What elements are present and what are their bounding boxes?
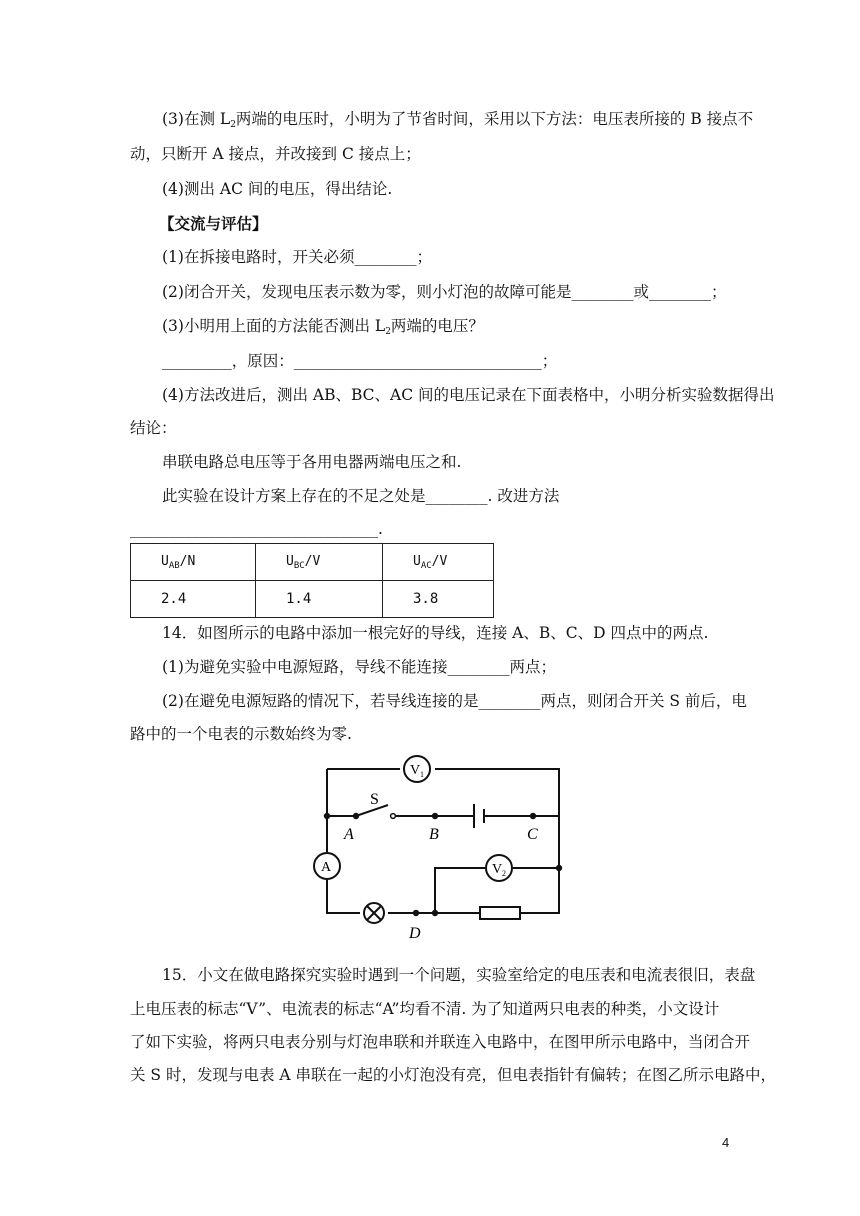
table-cell: 3.8 <box>383 581 494 618</box>
voltmeter-1-subscript: 1 <box>420 770 424 779</box>
table-header-cell: $U_{AC}/V$ <box>383 544 494 581</box>
paragraph-step4: (4)测出 AC 间的电压，得出结论. <box>162 180 393 198</box>
section-heading: 【交流与评估】 <box>159 214 268 233</box>
table-row <box>131 581 494 618</box>
label-point-d: D <box>409 925 421 942</box>
switch-contact <box>391 814 396 819</box>
junction-dot <box>432 910 438 916</box>
page-number: 4 <box>722 1135 730 1150</box>
question-3-answer-line: _________，原因：________________________________； <box>162 352 558 370</box>
question-1: (1)在拆接电路时，开关必须________； <box>162 248 432 266</box>
question-4-line1: (4)方法改进后，测出 AB、BC、AC 间的电压记录在下面表格中，小明分析实验数据得出 <box>162 386 775 404</box>
question-14-line2: (1)为避免实验中电源短路，导线不能连接________两点； <box>162 658 556 676</box>
table-header-cell: $U_{AB}/N$ <box>131 544 256 581</box>
voltmeter-2-subscript: 2 <box>502 869 506 878</box>
label-point-c: C <box>527 826 538 843</box>
table-header-cell: $U_{BC}/V$ <box>256 544 383 581</box>
question-15-line2: 上电压表的标志“V”、电流表的标志“A”均看不清. 为了知道两只电表的种类，小文设计 <box>130 1000 720 1018</box>
table-header-row <box>131 544 494 581</box>
question-14-line4: 路中的一个电表的示数始终为零. <box>130 725 352 743</box>
paragraph-step3-line1: (3)在测 $L_2$两端的电压时，小明为了节省时间，采用以下方法：电压表所接的 B 接点不 <box>162 110 754 130</box>
junction-dot <box>556 865 562 871</box>
voltage-table <box>130 543 494 618</box>
question-2: (2)闭合开关，发现电压表示数为零，则小灯泡的故障可能是________或________； <box>162 283 727 301</box>
table-cell: 2.4 <box>131 581 256 618</box>
question-4-conclusion: 串联电路总电压等于各用电器两端电压之和. <box>162 453 462 471</box>
label-point-a: A <box>344 826 354 843</box>
question-14-line1: 14．如图所示的电路中添加一根完好的导线，连接 A、B、C、D 四点中的两点. <box>162 624 709 642</box>
point-a-dot <box>353 813 359 819</box>
label-point-b: B <box>429 826 439 843</box>
point-b-dot <box>432 813 438 819</box>
question-4-deficiency: 此实验在设计方案上存在的不足之处是________. 改进方法 <box>162 487 560 505</box>
ammeter-label: A <box>321 860 332 875</box>
circuit-diagram <box>310 755 600 945</box>
point-c-dot <box>530 813 536 819</box>
point-d-dot <box>413 910 419 916</box>
question-15-line4: 关 S 时，发现与电表 A 串联在一起的小灯泡没有亮，但电表指针有偏转；在图乙所示电路中， <box>130 1066 777 1084</box>
voltmeter-1-label: V <box>410 763 421 778</box>
question-15-line1: 15．小文在做电路探究实验时遇到一个问题，实验室给定的电压表和电流表很旧，表盘 <box>162 966 756 984</box>
question-4-line2: 结论： <box>130 419 177 437</box>
voltmeter-2-label: V <box>492 862 503 877</box>
paragraph-step3-line2: 动，只断开 A 接点，并改接到 C 接点上； <box>130 145 421 163</box>
question-14-line3: (2)在避免电源短路的情况下，若导线连接的是________两点，则闭合开关 S 前后，电 <box>162 692 747 710</box>
question-3: (3)小明用上面的方法能否测出 $L_2$两端的电压？ <box>162 317 484 337</box>
question-4-improvement-line: ________________________________. <box>130 520 383 538</box>
table-cell: 1.4 <box>256 581 383 618</box>
junction-dot <box>324 813 330 819</box>
question-15-line3: 了如下实验，将两只电表分别与灯泡串联和并联连入电路中，在图甲所示电路中，当闭合开 <box>130 1033 751 1051</box>
label-switch-s: S <box>370 791 379 808</box>
